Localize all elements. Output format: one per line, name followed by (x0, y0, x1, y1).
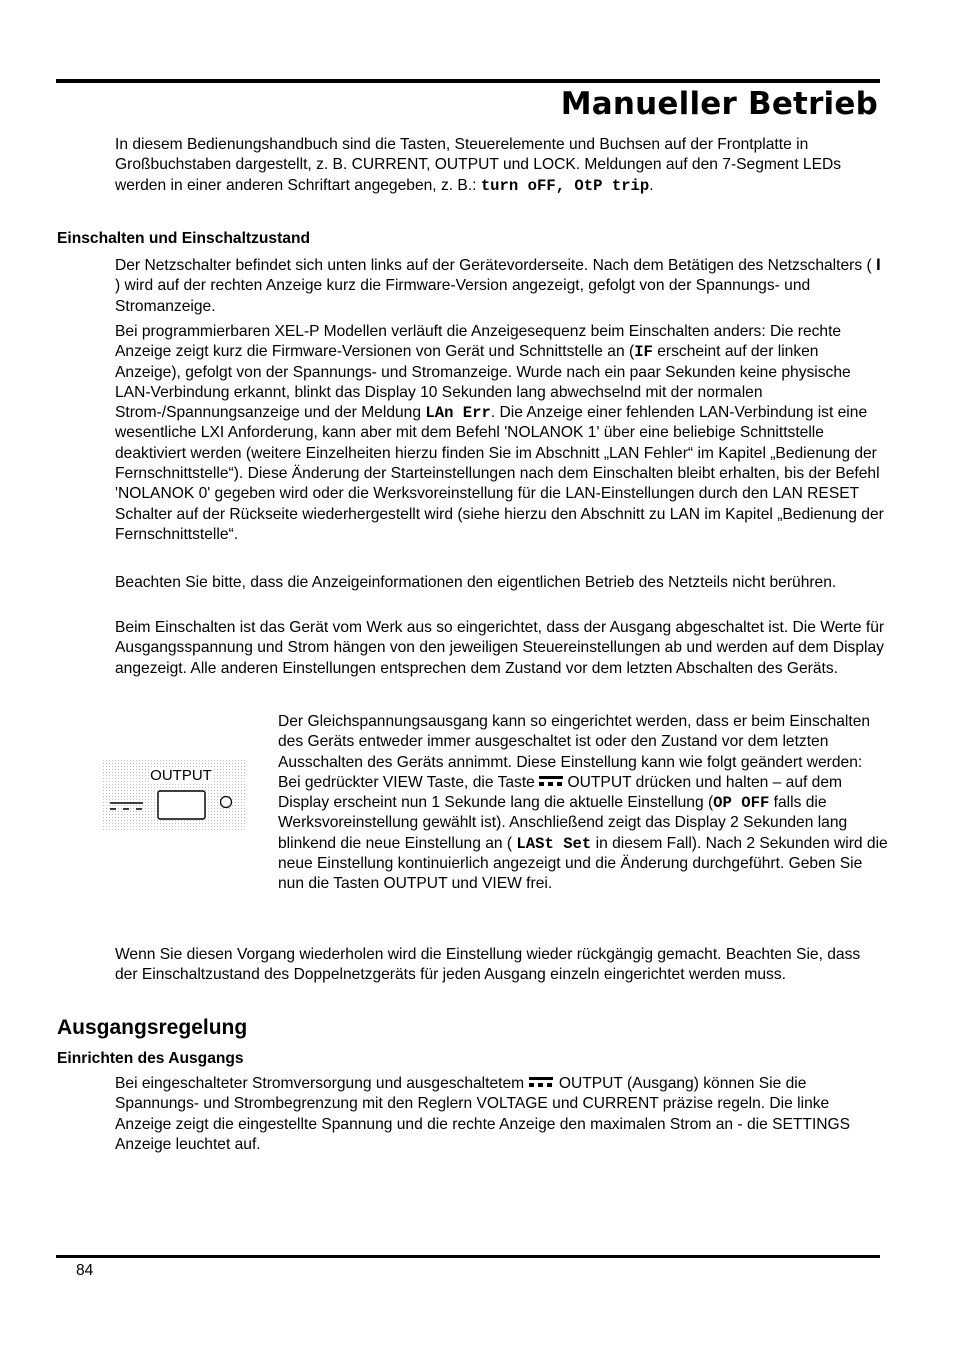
intro-text: In diesem Bedienungshandbuch sind die Tasten, Steuerelemente und Buchsen auf der Frontplatte in Großbuchstaben dargestellt, z. B. CURRENT, OUTPUT und LOCK. Meldungen auf den 7-Segment LEDs werden in einer anderen Schriftart angegeben, z. B.: (115, 136, 842, 194)
code-if: IF (634, 343, 653, 362)
paragraph-werk: Beim Einschalten ist das Gerät vom Werk aus so eingerichtet, dass der Ausgang abgeschaltet ist. Die Werte für Ausgangsspannung und Strom hängen von den jeweiligen Steuereinstellungen ab und werden auf dem Display angezeigt. Alle anderen Einstellungen entsprechen dem Zustand vor dem letzten Abschalten des Geräts. (115, 619, 885, 677)
section-heading-einschalten: Einschalten und Einschaltzustand (57, 230, 311, 247)
top-rule (56, 79, 880, 83)
dc-output-icon (528, 1075, 554, 1089)
led-indicator-icon (221, 797, 232, 808)
text: OUTPUT (Ausgang) können Sie die Spannungs- und Strombegrenzung mit den Reglern VOLTAGE und CURRENT präzise regeln. Die linke Anzeige zeigt die eingestellte Spannung und die rechte Anzeige den maximalen Strom an - die SETTINGS Anzeige leuchtet auf. (115, 1075, 851, 1153)
paragraph-xel-p (115, 322, 885, 545)
text: Bei programmierbaren XEL-P Modellen verläuft die Anzeigesequenz beim Einschalten anders: Die rechte Anzeige zeigt kurz die Firmware-Versionen von Gerät und Schnittstelle an ( (115, 323, 842, 361)
output-figure-label: OUTPUT (150, 767, 212, 784)
text: erscheint auf der linken Anzeige), gefolgt von der Spannungs- und Stromanzeige. Wurde nach ein paar Sekunden keine physische LAN-Verbindung erkannt, blinkt das Display 10 Sekunden lang abwechselnd mit der normalen Strom-/Spannungsanzeige und der Meldung (115, 343, 851, 422)
page-title: Manueller Betrieb (560, 86, 878, 122)
text: in diesem Fall). Nach 2 Sekunden wird die neue Einstellung kontinuierlich angezeigt und die Änderung durchgeführt. Geben Sie nun die Tasten OUTPUT und VIEW frei. (278, 834, 888, 893)
subheading-einrichten: Einrichten des Ausgangs (57, 1050, 244, 1067)
code-last-set: LASt Set (516, 834, 592, 853)
paragraph-wiederholen: Wenn Sie diesen Vorgang wiederholen wird die Einstellung wieder rückgängig gemacht. Beachten Sie, dass der Einschaltzustand des Doppelnetzgeräts für jeden Ausgang einzeln eingerichtet werden muss. (115, 946, 861, 984)
text: Der Gleichspannungsausgang kann so eingerichtet werden, dass er beim Einschalten des Geräts entweder immer ausgeschaltet ist oder den Zustand vor dem letzten Ausschalten des Geräts annimmt. Diese Einstellung kann wie folgt geändert werden: Bei gedrückter VIEW Taste, die Taste (278, 713, 871, 791)
text: OUTPUT drücken und halten – auf dem Display erscheint nun 1 Sekunde lang die aktuelle Einstellung ( (278, 773, 843, 812)
intro-paragraph (115, 135, 885, 196)
paragraph-anzeige: Beachten Sie bitte, dass die Anzeigeinformationen den eigentlichen Betrieb des Netzteils nicht berühren. (115, 574, 837, 591)
intro-text-end: . (649, 176, 654, 194)
text: Bei eingeschalteter Stromversorgung und ausgeschaltetem (115, 1075, 529, 1092)
code-op-off: OP OFF (713, 794, 770, 813)
text: Der Netzschalter befindet sich unten links auf der Gerätevorderseite. Nach dem Betätigen des Netzschalters ( (115, 257, 877, 274)
paragraph-gleichspannung (278, 712, 888, 895)
page-number: 84 (76, 1262, 94, 1279)
power-symbol: I (876, 255, 881, 274)
text: . Die Anzeige einer fehlenden LAN-Verbindung ist eine wesentliche LXI Anforderung, kann aber mit dem Befehl 'NOLANOK 1' über eine beliebige Schnittstelle deaktiviert werden (weitere Einzelheiten hierzu finden Sie im Abschnitt „LAN Fehler“ im Kapitel „Bedienung der Fernschnittstelle“). Diese Änderung der Starteinstellungen nach dem Einschalten bleibt erhalten, bis der Befehl 'NOLANOK 0' gegeben wird oder die Werksvoreinstellung für die LAN-Einstellungen durch den LAN RESET Schalter auf der Rückseite wiederhergestellt wird (siehe hierzu den Abschnitt zu LAN im Kapitel „Bedienung der Fernschnittstelle“. (115, 404, 884, 543)
text: ) wird auf der rechten Anzeige kurz die Firmware-Version angezeigt, gefolgt von der Spannungs- und Stromanzeige. (115, 277, 811, 315)
intro-code: turn oFF, OtP trip (480, 176, 650, 195)
paragraph-netzschalter (115, 255, 885, 317)
dc-output-icon (539, 774, 563, 788)
output-panel-figure (103, 760, 246, 832)
output-button-icon (158, 791, 205, 819)
code-lan-err: LAn Err (425, 404, 491, 423)
bottom-rule (56, 1255, 880, 1258)
text: falls die Werksvoreinstellung gewählt ist). Anschließend zeigt das Display 2 Sekunden lang blinkend die neue Einstellung an ( (278, 794, 848, 852)
section-heading-ausgangsregelung: Ausgangsregelung (57, 1016, 248, 1039)
paragraph-einrichten (115, 1074, 885, 1155)
